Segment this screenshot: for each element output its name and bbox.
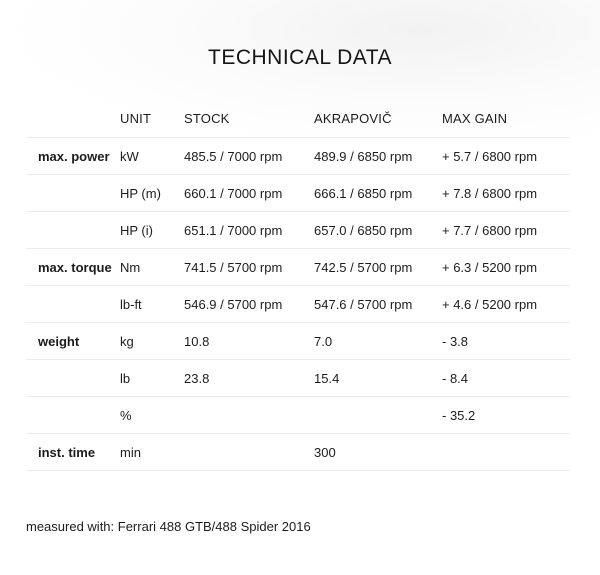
- header-unit: UNIT: [120, 100, 184, 138]
- header-akrapovic: AKRAPOVIČ: [314, 100, 442, 138]
- row-stock-value: 546.9 / 5700 rpm: [184, 286, 314, 323]
- table-row: [26, 397, 570, 434]
- row-akrapovic-value: 666.1 / 6850 rpm: [314, 175, 442, 212]
- measurement-footnote: measured with: Ferrari 488 GTB/488 Spider 2016: [26, 519, 311, 534]
- row-unit: kW: [120, 138, 184, 175]
- table-header: [26, 100, 570, 138]
- table-row: [26, 175, 570, 212]
- row-stock-value: [184, 434, 314, 471]
- row-stock-value: 23.8: [184, 360, 314, 397]
- row-max-gain-value: [442, 434, 570, 471]
- header-row: [26, 100, 570, 138]
- row-akrapovic-value: 657.0 / 6850 rpm: [314, 212, 442, 249]
- table-row: [26, 212, 570, 249]
- header-stock: STOCK: [184, 100, 314, 138]
- row-stock-value: 10.8: [184, 323, 314, 360]
- row-group-label: [26, 286, 120, 323]
- table-body: [26, 138, 570, 471]
- row-stock-value: 741.5 / 5700 rpm: [184, 249, 314, 286]
- table-row: [26, 360, 570, 397]
- row-max-gain-value: + 7.7 / 6800 rpm: [442, 212, 570, 249]
- row-group-label: [26, 360, 120, 397]
- row-unit: kg: [120, 323, 184, 360]
- row-akrapovic-value: 742.5 / 5700 rpm: [314, 249, 442, 286]
- row-unit: lb-ft: [120, 286, 184, 323]
- row-group-label: max. torque: [26, 249, 120, 286]
- header-label: [26, 100, 120, 138]
- row-unit: HP (i): [120, 212, 184, 249]
- row-max-gain-value: + 4.6 / 5200 rpm: [442, 286, 570, 323]
- row-akrapovic-value: 7.0: [314, 323, 442, 360]
- row-group-label: weight: [26, 323, 120, 360]
- table-row: [26, 138, 570, 175]
- row-group-label: inst. time: [26, 434, 120, 471]
- table-row: [26, 286, 570, 323]
- row-max-gain-value: - 3.8: [442, 323, 570, 360]
- row-stock-value: 485.5 / 7000 rpm: [184, 138, 314, 175]
- row-unit: %: [120, 397, 184, 434]
- table-row: [26, 249, 570, 286]
- row-group-label: [26, 175, 120, 212]
- header-max-gain: MAX GAIN: [442, 100, 570, 138]
- row-max-gain-value: - 8.4: [442, 360, 570, 397]
- row-unit: min: [120, 434, 184, 471]
- row-unit: HP (m): [120, 175, 184, 212]
- row-akrapovic-value: 547.6 / 5700 rpm: [314, 286, 442, 323]
- row-group-label: max. power: [26, 138, 120, 175]
- row-stock-value: [184, 397, 314, 434]
- row-group-label: [26, 212, 120, 249]
- row-akrapovic-value: 300: [314, 434, 442, 471]
- row-akrapovic-value: 489.9 / 6850 rpm: [314, 138, 442, 175]
- row-max-gain-value: + 5.7 / 6800 rpm: [442, 138, 570, 175]
- row-unit: lb: [120, 360, 184, 397]
- technical-data-table: [26, 100, 570, 471]
- row-akrapovic-value: 15.4: [314, 360, 442, 397]
- row-stock-value: 651.1 / 7000 rpm: [184, 212, 314, 249]
- row-unit: Nm: [120, 249, 184, 286]
- table-row: [26, 323, 570, 360]
- row-stock-value: 660.1 / 7000 rpm: [184, 175, 314, 212]
- row-max-gain-value: + 6.3 / 5200 rpm: [442, 249, 570, 286]
- table-row: [26, 434, 570, 471]
- row-akrapovic-value: [314, 397, 442, 434]
- row-group-label: [26, 397, 120, 434]
- page-title: TECHNICAL DATA: [208, 46, 392, 70]
- row-max-gain-value: + 7.8 / 6800 rpm: [442, 175, 570, 212]
- row-max-gain-value: - 35.2: [442, 397, 570, 434]
